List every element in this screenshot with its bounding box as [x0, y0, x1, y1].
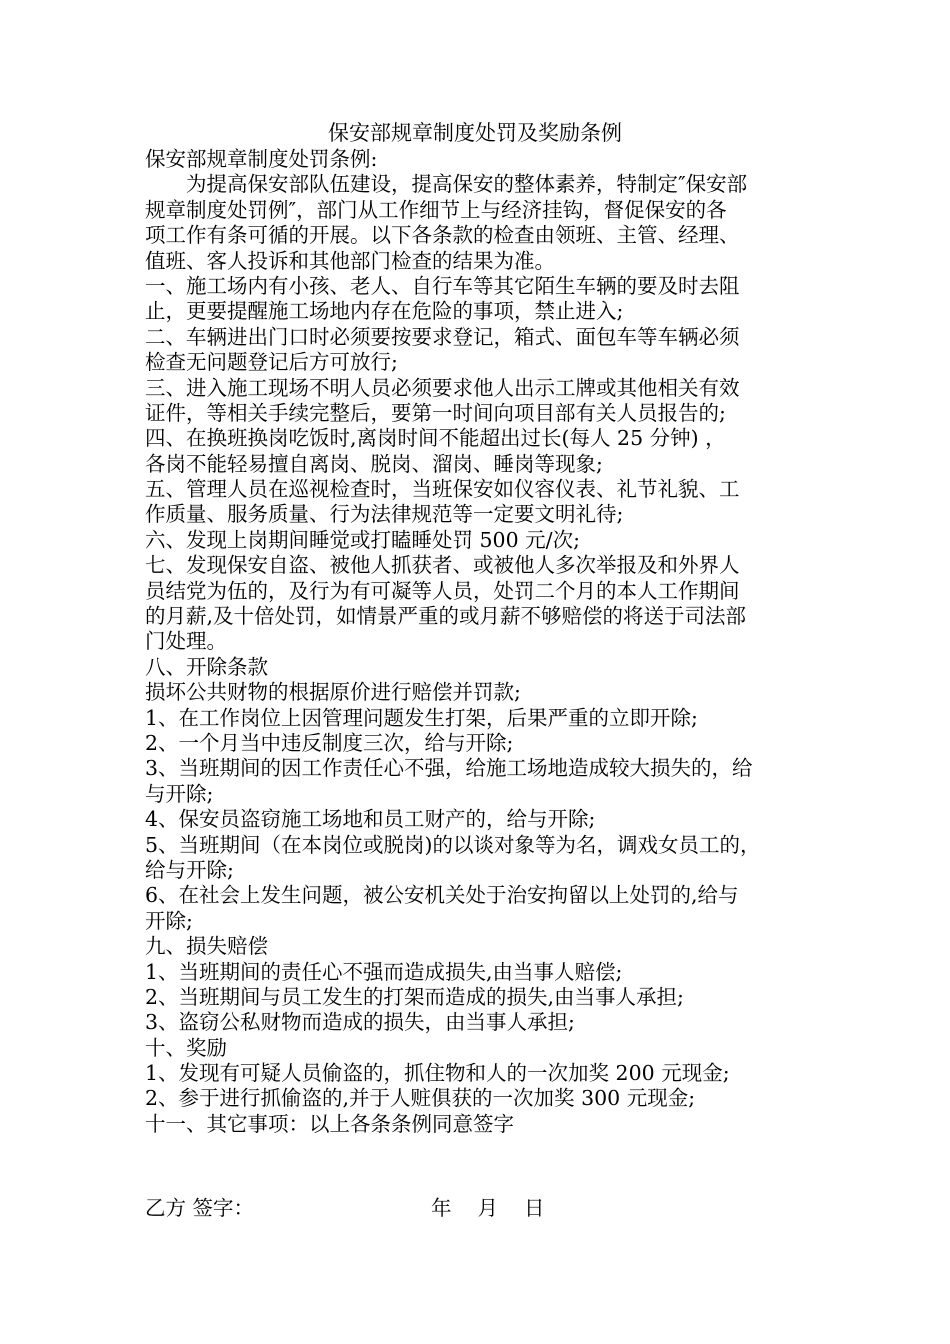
body-line: 4、保安员盗窃施工场地和员工财产的，给与开除;: [145, 807, 596, 832]
document-title: 保安部规章制度处罚及奖励条例: [328, 121, 622, 145]
body-line: 一、施工场内有小孩、老人、自行车等其它陌生车辆的要及时去阻: [145, 273, 740, 298]
body-line: 开除;: [145, 908, 193, 933]
body-line: 1、当班期间的责任心不强而造成损失,由当事人赔偿;: [145, 959, 623, 984]
body-line: 项工作有条可循的开展。以下各条款的检查由领班、主管、经理、: [145, 223, 740, 248]
document-body: [145, 147, 810, 1137]
body-line: 5、当班期间（在本岗位或脱岗)的以谈对象等为名，调戏女员工的，: [145, 832, 761, 857]
date-year-label: 年: [431, 1196, 452, 1220]
body-line: 1、发现有可疑人员偷盗的，抓住物和人的一次加奖 200 元现金;: [145, 1061, 730, 1086]
body-line: 六、发现上岗期间睡觉或打瞌睡处罚 500 元/次;: [145, 527, 580, 552]
body-line: 规章制度处罚例″，部门从工作细节上与经济挂钩，督促保安的各: [145, 197, 727, 222]
body-line: 与开除;: [145, 781, 214, 806]
body-line: 3、盗窃公私财物而造成的损失，由当事人承担;: [145, 1010, 575, 1035]
body-line: 八、开除条款: [145, 654, 268, 679]
date-day-label: 日: [524, 1196, 545, 1220]
body-line: 值班、客人投诉和其他部门检查的结果为准。: [145, 248, 555, 273]
body-line: 门处理。: [145, 629, 227, 654]
body-line: 九、损失赔偿: [145, 934, 268, 959]
body-line: 2、参于进行抓偷盗的,并于人赃俱获的一次加奖 300 元现金;: [145, 1086, 696, 1111]
signature-date: [431, 1196, 545, 1221]
body-line: 1、在工作岗位上因管理问题发生打架，后果严重的立即开除;: [145, 705, 698, 730]
body-line: 为提高保安部队伍建设，提高保安的整体素养，特制定″保安部: [145, 172, 748, 197]
body-line: 十一、其它事项：以上各条条例同意签字: [145, 1111, 514, 1136]
body-line: 作质量、服务质量、行为法律规范等一定要文明礼待;: [145, 502, 624, 527]
body-line: 2、一个月当中违反制度三次，给与开除;: [145, 730, 514, 755]
body-line: 七、发现保安自盗、被他人抓获者、或被他人多次举报及和外界人: [145, 553, 740, 578]
body-line: 十、奖励: [145, 1035, 227, 1060]
body-line: 损坏公共财物的根据原价进行赔偿并罚款;: [145, 680, 521, 705]
body-line: 的月薪,及十倍处罚，如情景严重的或月薪不够赔偿的将送于司法部: [145, 604, 747, 629]
body-line: 员结党为伍的，及行为有可凝等人员，处罚二个月的本人工作期间: [145, 578, 740, 603]
body-line: 止，更要提醒施工场地内存在危险的事项，禁止进入;: [145, 299, 624, 324]
body-line: 五、管理人员在巡视检查时，当班保安如仪容仪表、礼节礼貌、工: [145, 477, 740, 502]
body-line: 3、当班期间的因工作责任心不强，给施工场地造成较大损失的，给: [145, 756, 753, 781]
body-line: 保安部规章制度处罚条例:: [145, 147, 378, 171]
body-line: 三、进入施工现场不明人员必须要求他人出示工牌或其他相关有效: [145, 375, 740, 400]
body-line: 二、车辆进出门口时必须要按要求登记，箱式、面包车等车辆必须: [145, 324, 740, 349]
date-month-label: 月: [477, 1196, 498, 1220]
body-line: 6、在社会上发生问题，被公安机关处于治安拘留以上处罚的,给与: [145, 883, 739, 908]
signature-label: 乙方 签字：: [145, 1196, 255, 1220]
body-line: 给与开除;: [145, 857, 234, 882]
body-line: 四、在换班换岗吃饭时,离岗时间不能超出过长(每人 25 分钟) ，: [145, 426, 726, 451]
body-line: 2、当班期间与员工发生的打架而造成的损失,由当事人承担;: [145, 984, 684, 1009]
body-line: 证件，等相关手续完整后，要第一时间向项目部有关人员报告的;: [145, 400, 726, 425]
body-line: 各岗不能轻易擅自离岗、脱岗、溜岗、睡岗等现象;: [145, 451, 603, 476]
body-line: 检查无问题登记后方可放行;: [145, 350, 398, 375]
